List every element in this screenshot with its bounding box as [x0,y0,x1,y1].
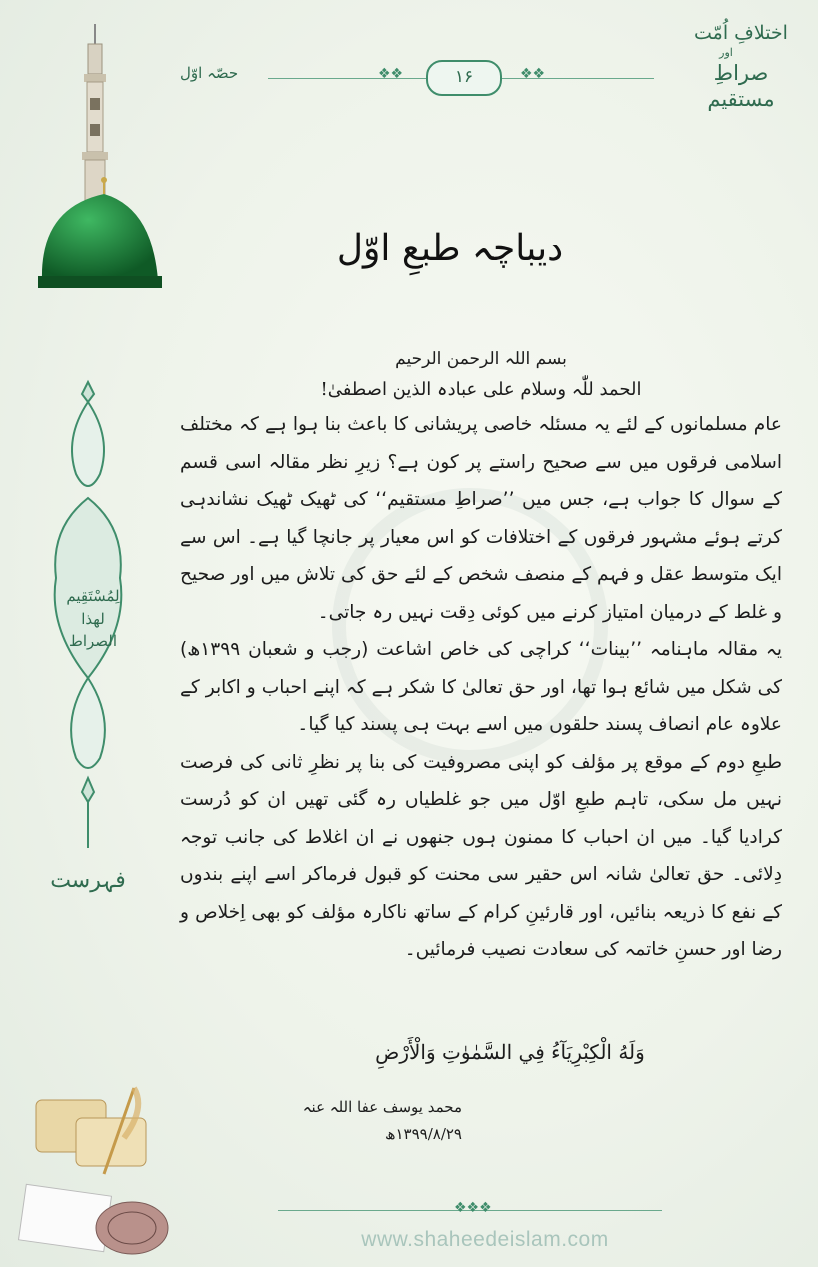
scrolls-quill-illustration [16,1078,176,1262]
part-label: حصّہ اوّل [180,64,239,82]
page-number-badge: ۱۶ [426,60,502,96]
book-title [686,22,796,112]
ornament-icon: ❖❖ [520,66,546,82]
ornament-icon: ❖❖ [378,66,404,82]
book-title-line3: صراطِ مستقیم [707,60,775,111]
hamd-line: الحمد للّٰہ وسلام علی عبادہ الذین اصطفیٰ! [320,379,642,400]
book-title-line1: اختلافِ اُمّت [694,22,788,44]
ornament-icon: ❖❖❖ [454,1200,492,1216]
side-calligraphy [58,585,128,653]
book-title-line2: اور [719,45,733,59]
body-text [180,348,782,969]
quran-verse: وَلَهُ الْكِبْرِيَآءُ فِي السَّمٰوٰتِ وَالْأَرْضِ [375,1040,645,1064]
paragraph-3: طبعِ دوم کے موقع پر مؤلف کو اپنی مصروفیت کی بنا پر نظرِ ثانی کی فرصت نہیں مل سکی، تاہم طبعِ اوّل میں جو غلطیاں رہ گئی تھیں ان کو دُرست کرادیا گیا۔ میں ان احباب کا ممنون ہوں جنھوں نے ان اغلاط کی جانب توجہ دِلائی۔ حق تعالیٰ شانہ اس حقیر سی محنت کو قبول فرماکر اسے اپنے بندوں کے نفع کا ذریعہ بنائیں، اور قارئینِ کرام کے ساتھ ناکارہ مؤلف کو بھی اِخلاص و رضا اور حسنِ خاتمہ کی سعادت نصیب فرمائیں۔ [180,751,782,960]
page-title: دیباچہ طبعِ اوّل [336,228,564,269]
contents-link[interactable]: فہرست [50,868,126,893]
bismillah: بسم اللہ الرحمن الرحیم [395,349,567,369]
website-link[interactable]: www.shaheedeislam.com [361,1228,609,1251]
minaret-dome-illustration [32,18,162,290]
author-name: محمد یوسف عفا اللہ عنہ [302,1098,462,1116]
author-signature [232,1094,462,1148]
paragraph-2: یہ مقالہ ماہنامہ ’’بینات‘‘ کراچی کی خاص اشاعت (رجب و شعبان ۱۳۹۹ھ) کی شکل میں شائع ہوا تھا، اور حق تعالیٰ کا شکر ہے کہ اپنے احباب و اکابر کے علاوہ عام انصاف پسند حلقوں میں اسے بہت ہی پسند کیا گیا۔ [180,639,782,735]
author-date: ۱۳۹۹/۸/۲۹ھ [385,1125,462,1143]
side-calligraphy-line2: لهذا الصراط [68,609,118,650]
paragraph-1: عام مسلمانوں کے لئے یہ مسئلہ خاصی پریشانی کا باعث بنا ہوا ہے کہ مختلف اسلامی فرقوں میں سے صحیح راستے پر کون ہے؟ زیرِ نظر مقالہ اسی قسم کے سوال کا جواب ہے، جس میں ’’صراطِ مستقیم‘‘ کی ٹھیک ٹھیک نشاندہی کرتے ہوئے مشہور فرقوں کے اختلافات کو اس معیار پر جانچا گیا ہے۔ اس سے ایک متوسط عقل و فہم کے منصف شخص کے لئے حق کی تلاش میں اور صحیح و غلط کے درمیان امتیاز کرنے میں کوئی دِقت نہیں رہ جاتی۔ [180,414,782,623]
side-calligraphy-line1: لِمُسْتَقِيم [66,587,120,605]
